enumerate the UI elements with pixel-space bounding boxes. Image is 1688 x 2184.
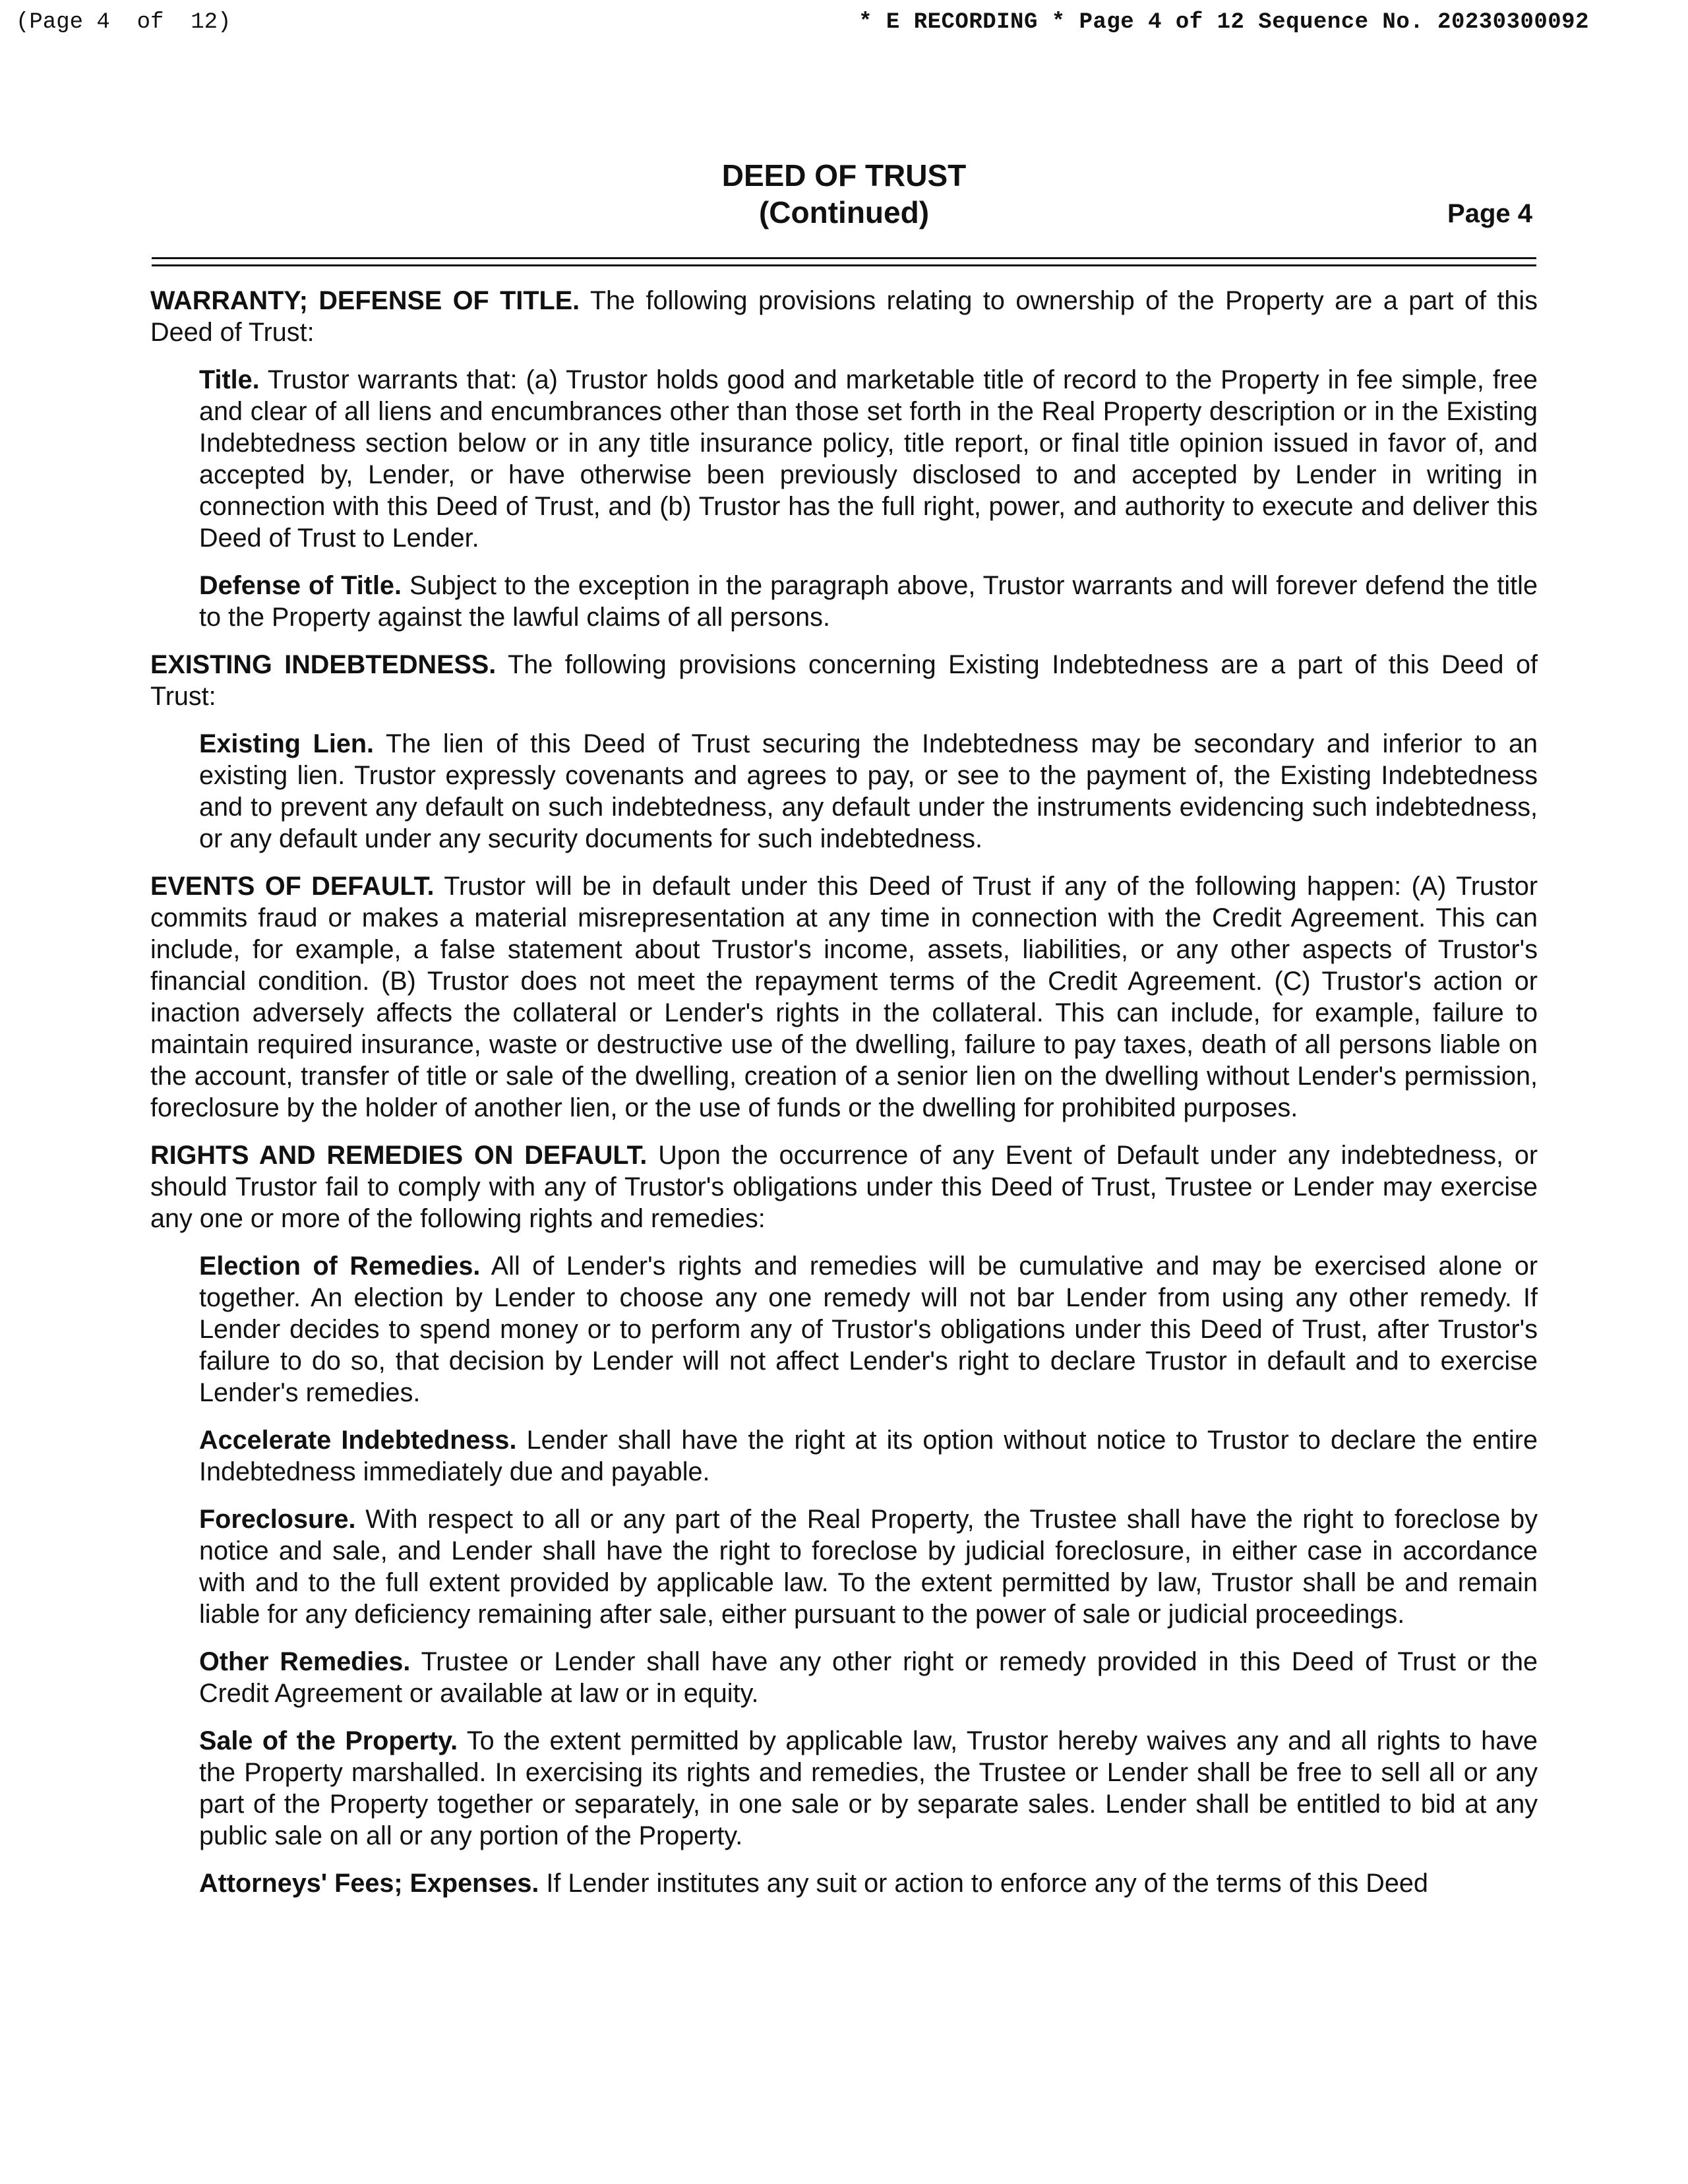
page-number-label: Page 4 bbox=[1447, 199, 1532, 228]
subsection-paragraph bbox=[199, 1250, 1538, 1409]
recording-stamp: * E RECORDING * Page 4 of 12 Sequence No. 20230300092 bbox=[859, 10, 1589, 35]
subsection-heading: Title. bbox=[199, 365, 260, 394]
header-rule-top bbox=[152, 257, 1536, 259]
section-heading: EVENTS OF DEFAULT. bbox=[150, 872, 435, 901]
document-title-block bbox=[0, 157, 1688, 231]
subsection-heading: Accelerate Indebtedness. bbox=[199, 1426, 517, 1455]
paragraph-text: The following provisions relating to ownership of the Property are a part of this Deed of Trust: bbox=[150, 286, 1538, 347]
document-subtitle: (Continued) bbox=[758, 195, 930, 229]
paragraph-text: Lender shall have the right at its option without notice to Trustor to declare the entire Indebtedness immediately due and payable. bbox=[199, 1426, 1538, 1486]
paragraph-text: Trustor will be in default under this Deed of Trust if any of the following happen: (A) Trustor commits fraud or makes a material misrepresentation at any time in connection with the Credit Agreement. This can include, for example, a false statement about Trustor's income, assets, liabilities, or any other aspects of Trustor's financial condition. (B) Trustor does not meet the repayment terms of the Credit Agreement. (C) Trustor's action or inaction adversely affects the collateral or Lender's rights in the collateral. This can include, for example, failure to maintain required insurance, waste or destructive use of the dwelling, failure to pay taxes, death of all persons liable on the account, transfer of title or sale of the dwelling, creation of a senior lien on the dwelling without Lender's permission, foreclosure by the holder of another lien, or the use of funds or the dwelling for prohibited purposes. bbox=[150, 872, 1538, 1122]
section-paragraph bbox=[150, 649, 1538, 712]
section-heading: RIGHTS AND REMEDIES ON DEFAULT. bbox=[150, 1141, 648, 1170]
paragraph-text: With respect to all or any part of the Real Property, the Trustee shall have the right to foreclose by notice and sale, and Lender shall have the right to foreclose by judicial foreclosure, in either case in accordance with and to the full extent provided by applicable law. To the extent permitted by law, Trustor shall be and remain liable for any deficiency remaining after sale, either pursuant to the power of sale or judicial proceedings. bbox=[199, 1505, 1538, 1629]
section-heading: EXISTING INDEBTEDNESS. bbox=[150, 650, 497, 679]
paragraph-text: All of Lender's rights and remedies will be cumulative and may be exercised alone or together. An election by Lender to choose any one remedy will not bar Lender from using any other remedy. If Lender decides to spend money or to perform any of Trustor's obligations under this Deed of Trust, after Trustor's failure to do so, that decision by Lender will not affect Lender's right to declare Trustor in default and to exercise Lender's remedies. bbox=[199, 1252, 1538, 1407]
paragraph-text: Upon the occurrence of any Event of Default under any indebtedness, or should Trustor fail to comply with any of Trustor's obligations under this Deed of Trust, Trustee or Lender may exercise any one or more of the following rights and remedies: bbox=[150, 1141, 1538, 1233]
subsection-paragraph bbox=[199, 1503, 1538, 1630]
subsection-heading: Sale of the Property. bbox=[199, 1726, 458, 1755]
paragraph-text: Subject to the exception in the paragraph above, Trustor warrants and will forever defend the title to the Property against the lawful claims of all persons. bbox=[199, 571, 1538, 632]
paragraph-text: Trustor warrants that: (a) Trustor holds good and marketable title of record to the Property in fee simple, free and clear of all liens and encumbrances other than those set forth in the Real Property description or in the Existing Indebtedness section below or in any title insurance policy, title report, or final title opinion issued in favor of, and accepted by, Lender, or have otherwise been previously disclosed to and accepted by Lender in writing in connection with this Deed of Trust, and (b) Trustor has the full right, power, and authority to execute and deliver this Deed of Trust to Lender. bbox=[199, 365, 1538, 553]
subsection-paragraph bbox=[199, 570, 1538, 633]
subsection-paragraph bbox=[199, 364, 1538, 554]
subsection-heading: Other Remedies. bbox=[199, 1647, 411, 1676]
recording-page-count: (Page 4 of 12) bbox=[16, 10, 231, 35]
subsection-paragraph bbox=[199, 1646, 1538, 1709]
paragraph-text: The following provisions concerning Existing Indebtedness are a part of this Deed of Trust: bbox=[150, 650, 1538, 711]
header-rule-bottom bbox=[152, 264, 1536, 266]
subsection-paragraph bbox=[199, 728, 1538, 855]
subsection-paragraph bbox=[199, 1725, 1538, 1852]
section-heading: WARRANTY; DEFENSE OF TITLE. bbox=[150, 286, 580, 315]
subsection-paragraph bbox=[199, 1867, 1538, 1899]
paragraph-text: If Lender institutes any suit or action to enforce any of the terms of this Deed bbox=[546, 1869, 1428, 1898]
section-paragraph bbox=[150, 870, 1538, 1124]
paragraph-text: Trustee or Lender shall have any other right or remedy provided in this Deed of Trust or the Credit Agreement or available at law or in equity. bbox=[199, 1647, 1538, 1708]
subsection-heading: Defense of Title. bbox=[199, 571, 402, 600]
paragraph-text: The lien of this Deed of Trust securing the Indebtedness may be secondary and inferior to an existing lien. Trustor expressly covenants and agrees to pay, or see to the payment of, the Existing Indebtedness and to prevent any default on such indebtedness, any default under the instruments evidencing such indebtedness, or any default under any security documents for such indebtedness. bbox=[199, 729, 1538, 853]
subsection-heading: Foreclosure. bbox=[199, 1505, 356, 1534]
subsection-paragraph bbox=[199, 1424, 1538, 1488]
subsection-heading: Election of Remedies. bbox=[199, 1252, 481, 1281]
subsection-heading: Existing Lien. bbox=[199, 729, 375, 758]
subsection-heading: Attorneys' Fees; Expenses. bbox=[199, 1869, 539, 1898]
section-paragraph bbox=[150, 1139, 1538, 1234]
document-body bbox=[150, 285, 1538, 1915]
document-title: DEED OF TRUST bbox=[721, 158, 967, 193]
section-paragraph bbox=[150, 285, 1538, 348]
paragraph-text: To the extent permitted by applicable law, Trustor hereby waives any and all rights to have the Property marshalled. In exercising its rights and remedies, the Trustee or Lender shall be free to sell all or any part of the Property together or separately, in one sale or by separate sales. Lender shall be entitled to bid at any public sale on all or any portion of the Property. bbox=[199, 1726, 1538, 1850]
